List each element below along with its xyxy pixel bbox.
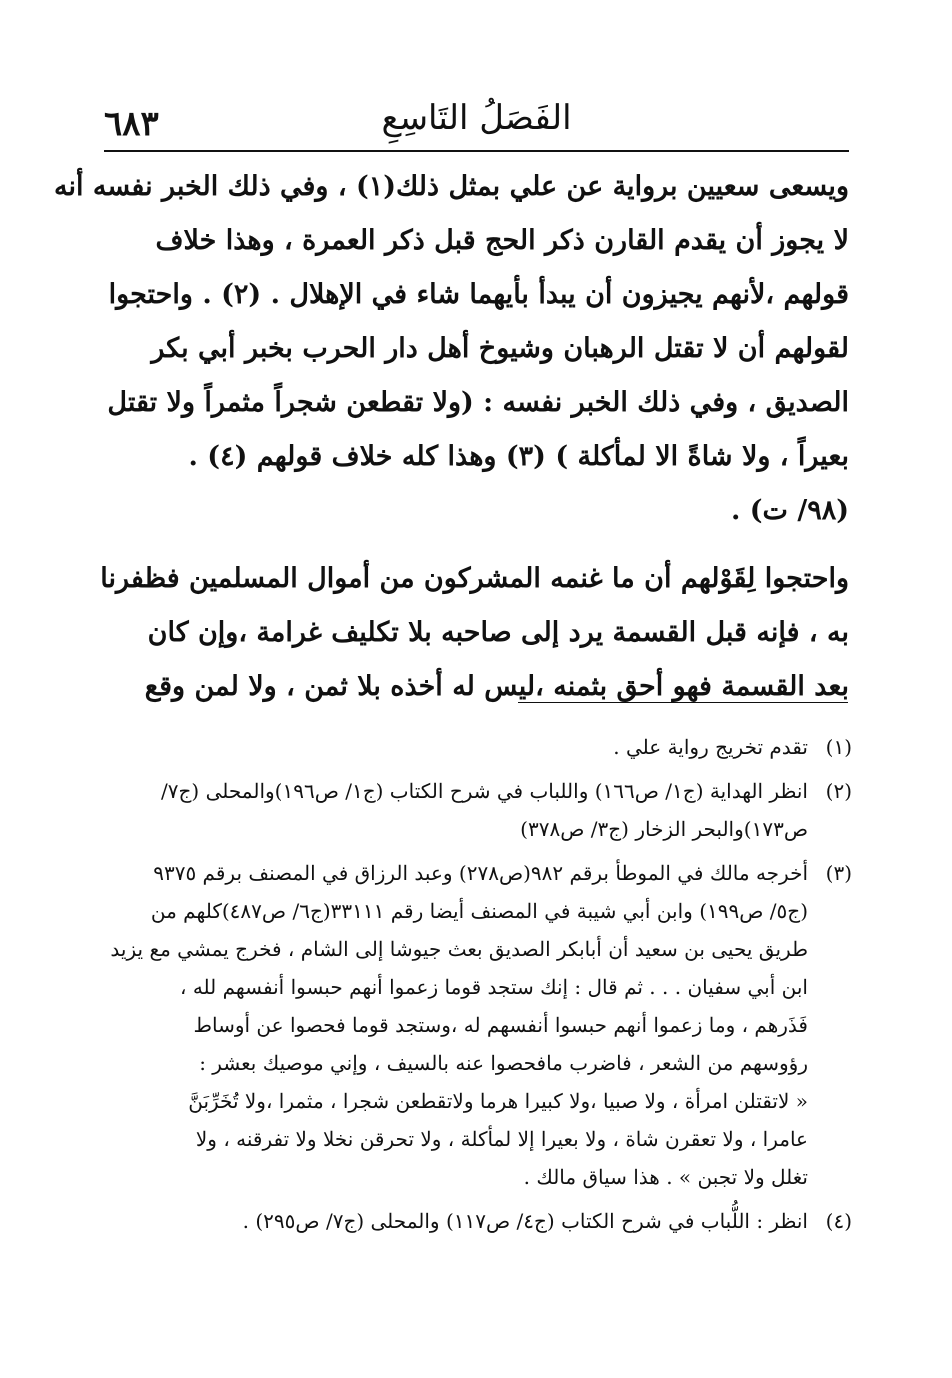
text-line: به ، فإنه قبل القسمة يرد إلى صاحبه بلا تكليف غرامة ،وإن كان <box>147 617 849 648</box>
chapter-title: الفَصَلُ التَاسِعِ <box>381 98 572 138</box>
header-rule <box>104 150 849 152</box>
text-line: الصديق ، وفي ذلك الخبر نفسه : (ولا تقطعن شجراً مثمراً ولا تقتل <box>107 387 849 418</box>
footnote-line: أخرجه مالك في الموطأ برقم ٩٨٢(ص٢٧٨) وعبد الرزاق في المصنف برقم ٩٣٧٥ <box>153 861 808 885</box>
footnote-number: (٢) <box>825 779 852 803</box>
text-line: لا يجوز أن يقدم القارن ذكر الحج قبل ذكر العمرة ، وهذا خلاف <box>155 225 849 256</box>
footnote-number: (٣) <box>825 861 852 885</box>
text-line: قولهم ،لأنهم يجيزون أن يبدأ بأيهما شاء في الإهلال . (٢) . واحتجوا <box>108 279 849 310</box>
text-line: لقولهم أن لا تقتل الرهبان وشيوخ أهل دار الحرب بخبر أبي بكر <box>151 333 849 364</box>
footnote-number: (٤) <box>825 1209 852 1233</box>
footnote-line: طريق يحيى بن سعيد أن أبابكر الصديق بعث جيوشا إلى الشام ، فخرج يمشي مع يزيد <box>110 937 808 961</box>
footnote-line: ص١٧٣)والبحر الزخار (ج٣/ ص٣٧٨) <box>520 817 808 841</box>
footnote-line: تقدم تخريج رواية علي . <box>613 735 808 759</box>
paragraph-1 <box>53 160 849 538</box>
footnote-line: انظر : اللُّباب في شرح الكتاب (ج٤/ ص١١٧) والمحلى (ج٧/ ص٢٩٥) . <box>242 1209 808 1233</box>
footnote-1 <box>104 728 852 766</box>
footnote-line: رؤوسهم من الشعر ، فاضرب مافحصوا عنه بالسيف ، وإني موصيك بعشر : <box>199 1051 808 1075</box>
text-line: (٩٨/ ت) . <box>730 495 849 526</box>
text-line: واحتجوا لِقَوْلهم أن ما غنمه المشركون من أموال المسلمين فظفرنا <box>100 563 849 594</box>
footnote-line: (ج٥/ ص١٩٩) وابن أبي شيبة في المصنف أيضا رقم ٣٣١١١(ج٦/ ص٤٨٧)كلهم من <box>150 899 808 923</box>
text-line: ويسعى سعيين برواية عن علي بمثل ذلك(١) ، وفي ذلك الخبر نفسه أنه <box>53 171 849 202</box>
text-line: بعد القسمة فهو أحق بثمنه ،ليس له أخذه بلا ثمن ، ولا لمن وقع <box>144 671 849 702</box>
paragraph-2 <box>100 552 849 714</box>
footnote-2 <box>104 772 852 848</box>
footnote-4 <box>104 1202 852 1240</box>
footnote-line: عامرا ، ولا تعقرن شاة ، ولا بعيرا إلا لمأكلة ، ولا تحرقن نخلا ولا تفرقنه ، ولا <box>195 1127 808 1151</box>
footnote-line: تغلل ولا تجبن » . هذا سياق مالك . <box>523 1165 808 1189</box>
footnote-number: (١) <box>825 735 852 759</box>
footnotes <box>104 728 852 1246</box>
footnote-separator <box>518 702 848 703</box>
page-header <box>104 98 849 146</box>
footnote-line: انظر الهداية (ج١/ ص١٦٦) واللباب في شرح الكتاب (ج١/ ص١٩٦)والمحلى (ج٧/ <box>161 779 808 803</box>
main-text <box>53 160 849 714</box>
footnote-line: فَذَرهم ، وما زعموا أنهم حبسوا أنفسهم له ،وستجد قوما فحصوا عن أوساط <box>193 1013 808 1037</box>
footnote-line: « لاتقتلن امرأة ، ولا صبيا ،ولا كبيرا هرما ولاتقطعن شجرا ، مثمرا ،ولا تُخَرِّبَنَّ <box>188 1089 808 1113</box>
text-line: بعيراً ، ولا شاةً الا لمأكلة ) (٣) وهذا كله خلاف قولهم (٤) . <box>188 441 849 472</box>
page-number: ٦٨٣ <box>104 104 159 144</box>
footnote-3 <box>104 854 852 1196</box>
footnote-line: ابن أبي سفيان . . . ثم قال : إنك ستجد قوما زعموا أنهم حبسوا أنفسهم لله ، <box>180 975 808 999</box>
